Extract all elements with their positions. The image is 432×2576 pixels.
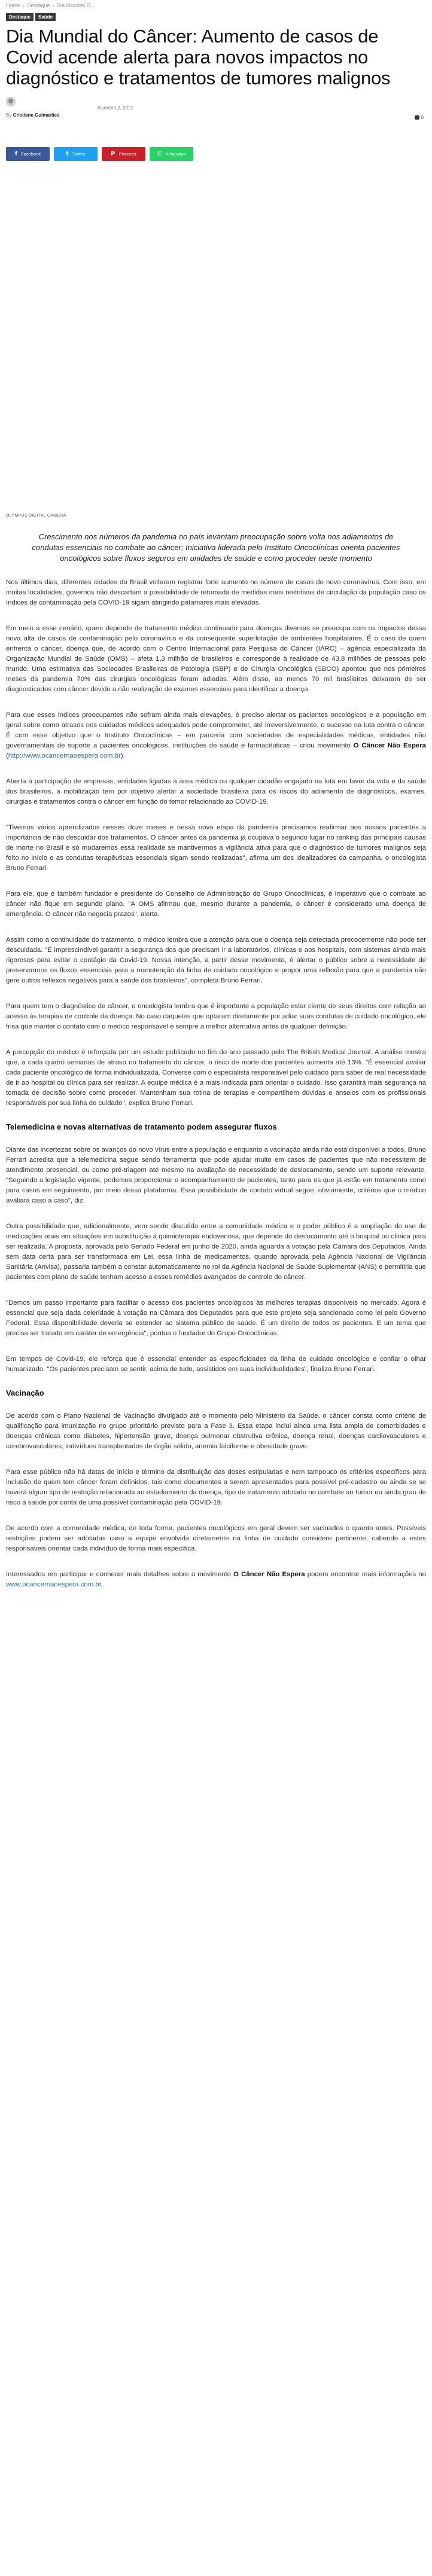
campaign-name: O Câncer Não Espera xyxy=(233,1571,305,1578)
pinterest-icon: P xyxy=(111,151,115,157)
twitter-icon: t xyxy=(66,151,69,157)
tag-saude[interactable]: Saúde xyxy=(35,13,56,21)
paragraph-text: Para que esses índices preocupantes não sofram ainda mais elevações, é preciso alertar os pacientes oncológicos e a população em geral sobre como atrasos nos cuidados médicos adequados pode comprometer, até irreversivelmente, o sucesso na luta contra o câncer. É com esse objetivo que o Instituto Oncoclínicas – em parceria com sociedades de especialidades médicas, entidades não governamentais de suporte a pacientes oncológicos, instituições de saúde e farmacêuticas – xyxy=(6,712,426,749)
whatsapp-icon: ✆ xyxy=(157,151,162,157)
closing-text: Interessados em participar e conhecer mais detalhes sobre o movimento xyxy=(6,1571,231,1578)
author-avatar[interactable] xyxy=(6,97,16,106)
paragraph: Nos últimos dias, diferentes cidades do Brasil voltaram registrar forte aumento no número de casos do novo coronavírus. Com isso, em muitas localidades, governos não descartam a possibilidade de retomada de medidas mais restritivas de circulação da população caso os índices de contaminação pela COVID-19 sigam atingindo patamares mais elevados. xyxy=(6,579,426,606)
facebook-icon: f xyxy=(14,151,18,157)
paragraph: Aberta à participação de empresas, entidades ligadas à área médica ou qualquer cidadão engajado na luta em favor da vida e da saúde dos brasileiros, a mobilização tem por objetivo alertar a sociedade brasileira para os riscos do adiamento de diagnósticos, exames, cirurgias e tratamentos contra o câncer em função do temor relacionado ao COVID-19. xyxy=(6,778,426,805)
section-heading-telemedicina: Telemedicina e novas alternativas de tratamento podem assegurar fluxos xyxy=(6,1122,277,1131)
share-bar xyxy=(6,147,426,161)
share-label: WhatsApp xyxy=(165,151,186,157)
featured-image xyxy=(6,204,426,509)
campaign-name: O Câncer Não Espera xyxy=(353,742,427,749)
breadcrumb-home[interactable]: Home xyxy=(6,2,21,8)
share-label: Pinterest xyxy=(118,151,136,157)
breadcrumb xyxy=(6,0,426,12)
comment-icon xyxy=(415,115,419,120)
paragraph: Para esse público não há datas de início e término da distribuição das doses estipuladas e nem tampouco os critérios específicos para inclusão de quem tem câncer foram definidos, tais como documentos a serem apresentados para possível pré-cadastro ou ainda se se haverá algum tipo de restrição relacionada ao estadiamento da doença, tipo de tratamento adotado no combate ao tumor ou ainda grau de risco à saúde por conta de uma possível contaminação pela COVID-19. xyxy=(6,1469,426,1506)
author-name[interactable]: Cristiane Guimarães xyxy=(13,112,60,118)
byline-prefix: By xyxy=(6,112,12,118)
share-label: Facebook xyxy=(21,151,41,157)
paragraph: Assim como a continuidade do tratamento, o médico lembra que a atenção para que a doença seja detectada precocemente não pode ser descuidada. "É imprescindível garantir a segurança dos que precisam ir a laboratórios, clínicas e aos hospitais, com sistemas ainda mais rigorosos para evitar o contágio da Covid-19. Nossa intenção, a partir desse movimento, é alertar o público sobre a necessidade de preservarmos os fluxos essenciais para a manutenção da linha de cuidado oncológico e propor uma reflexão para que a pandemia não gere outros reflexos negativos para a saúde dos brasileiros", completa Bruno Ferrari. xyxy=(6,936,426,984)
paragraph: Em tempos de Covid-19, ele reforça que é essencial entender as especificidades da linha de cuidado oncológico e confiar o olhar humanizado. "Os pacientes precisam se sentir, acima de tudo, assistidos em suas individualidades", finaliza Bruno Ferrari. xyxy=(6,1356,426,1373)
article-lead: Crescimento nos números da pandemia no país levantam preocupação sobre volta nos adiamentos de condutas essenciais no combate ao câncer; Iniciativa liderada pelo Instituto Oncoclínicas orienta pacientes oncológicos sobre fluxos seguros em unidades de saúde e como proceder neste momento xyxy=(32,532,400,563)
paragraph: Outra possibilidade que, adicionalmente, vem sendo discutida entre a comunidade médica e o poder público é a ampliação do uso de medicações orais em situações em substituição à quimioterapia endovenosa, que depende do deslocamento até o hospital ou clínica para ser realizada. A proposta, aprovada pelo Senado Federal em junho de 2020, ainda aguarda a votação pela Câmara dos Deputados. Ainda sem data certa para ser transformada em Lei, essa linha de medicamentos, quando aprovada pela Agência Nacional de Vigilância Sanitária (Anvisa), passaria também a constar automaticamente no rol da Agência Nacional de Saúde Suplementar (ANS) e permitiria que pacientes com plano de saúde tenham acesso a esses remédios avançados de controle do câncer. xyxy=(6,1223,426,1281)
paragraph: "Demos um passo importante para facilitar o acesso dos pacientes oncológicos às melhores terapias disponíveis no mercado. Agora é essencial que seja dada celeridade à votação na Câmara dos Deputados para que este projeto seja sancionado como lei pelo Governo Federal. Essa disponibilidade deveria se estender ao sistema público de saúde. É um direito de todos os pacientes. E um tema que precisa ser tratado em caráter de emergência", pontua o fundador do Grupo Oncoclínicas. xyxy=(6,1299,426,1337)
paragraph: Em meio a esse cenário, quem depende de tratamento médico continuado para doenças diversas se preocupa com os impactos dessa nova alta de casos de contaminação pelo coronavírus e da consequente superlotação de ambientes hospitalares. É o caso de quem enfrenta o câncer, doença que, de acordo com o Centro Internacional para Pesquisa do Câncer (IARC) – agência especializada da Organização Mundial de Saúde (OMS) – afeta 1,3 milhão de brasileiros e corresponde à realidade de 43,8 milhões de pessoas pelo mundo. Uma estimativa das Sociedades Brasileiras de Patologia (SBP) e de Cirurgia Oncológica (SBCO) apontou que nos primeiros meses da pandemia 70% das cirurgias oncológicas foram adiadas. Além disso, ao menos 70 mil brasileiros deixaram de ser diagnosticados com câncer devido a não realização de exames essenciais para identificar a doença. xyxy=(6,625,426,693)
category-tags xyxy=(6,13,426,21)
comments-link[interactable] xyxy=(415,115,424,120)
paragraph: Para quem tem o diagnóstico de câncer, o oncologista lembra que é importante a população estar ciente de seus direitos com relação ao acesso às terapias de controle da doença. No caso daqueles que optaram diretamente por adiar suas condutas de cuidado oncológico, ele frisa que manter o contato com o médico responsável é sempre a melhor alternativa antes de qualquer definição. xyxy=(6,1003,426,1030)
paragraph: "Tivemos vários aprendizados nesses doze meses e nessa nova etapa da pandemia precisamos reafirmar aos nossos pacientes a importância de não descuidar dos tratamentos. O câncer antes da pandemia já ocupava o segundo lugar no ranking das principais causas de morte no Brasil e só mudaremos essa realidade se mantivermos a vigilância ativa para que o diagnóstico de tumores malignos seja feito no início e as condutas terapêuticas essenciais sigam sendo realizadas", afirma um dos idealizadores da campanha, o oncologista Bruno Ferrari. xyxy=(6,824,426,872)
publish-date: fevereiro 2, 2021 xyxy=(98,105,134,111)
paragraph-text: criou movimento xyxy=(299,742,351,749)
byline xyxy=(6,112,59,118)
tag-destaque[interactable]: Destaque xyxy=(6,13,34,21)
paragraph: De acordo com a comunidade médica, de toda forma, pacientes oncológicos em geral devem ser vacinados o quanto antes. Possíveis restrições podem ser adotadas caso a equipe envolvida diretamente na linha de cuidado considere pertinente, cabendo a estes responsáveis orientar cada indivíduo de forma mais específica. xyxy=(6,1525,426,1552)
breadcrumb-separator-icon: › xyxy=(23,2,25,8)
paragraph: Para ele, que é também fundador e presidente do Conselho de Administração do Grupo Oncoclínicas, é imperativo que o combate ao câncer não fique em segundo plano. "A OMS afirmou que, mesmo durante a pandemia, o câncer é considerado uma doença de emergência. O câncer não negocia prazos", alerta. xyxy=(6,890,426,918)
campaign-site-link[interactable]: www.ocancernaoespera.com.br xyxy=(6,1581,101,1588)
paragraph: De acordo com o Plano Nacional de Vacinação divulgado até o momento pelo Ministério da Saúde, o câncer consta como critério de qualificação para imunização no grupo prioritário previsto para a Fase 3. Essa etapa inclui ainda uma lista ampla de comorbidades e doenças crônicas como diabetes, hipertensão grave, doença pulmonar obstrutiva crônica, doença renal, doenças cardiovasculares e cerebrovasculares, indivíduos transplantados de órgão sólido, anemia falciforme e obesidade grave. xyxy=(6,1412,426,1450)
paragraph: Diante das incertezas sobre os avanços do novo vírus entre a população e enquanto a vacinação ainda não está disponível a todos, Bruno Ferrari acredita que a telemedicina segue sendo ferramenta que pode ajudar muito em casos de pacientes que não necessitem de atendimento presencial, ou como pré-triagem até mesmo na avaliação de necessidade de deslocamento, sendo um suporte relevante. "Seguindo a legislação vigente, podemos proporcionar o acompanhamento de pacientes, tanto para os que já estão em tratamento como para casos em seguimento, por meio dessa plataforma. Essa possibilidade de contato virtual segue, obviamente, critérios que o médico avaliará caso a caso", diz. xyxy=(6,1146,426,1204)
breadcrumb-current: Dia Mundial D... xyxy=(56,2,95,8)
section-heading-vacinacao: Vacinação xyxy=(6,1388,44,1397)
share-pinterest-button[interactable] xyxy=(102,147,145,161)
article-title: Dia Mundial do Câncer: Aumento de casos de Covid acende alerta para novos impactos no diagnóstico e tratamentos de tumores malignos xyxy=(6,26,391,88)
breadcrumb-separator-icon: › xyxy=(52,2,54,8)
share-label: Twitter xyxy=(72,151,86,157)
closing-paragraph: Interessados em participar e conhecer mais detalhes sobre o movimento O Câncer Não Espera podem encontrar mais informações no www.ocancernaoespera.com.br. xyxy=(6,1571,426,1588)
share-facebook-button[interactable] xyxy=(6,147,50,161)
share-twitter-button[interactable] xyxy=(54,147,98,161)
campaign-link[interactable]: http://www.ocancernaoespera.com.br xyxy=(8,752,121,759)
comments-count: 0 xyxy=(421,115,424,120)
article-meta xyxy=(6,97,426,132)
share-whatsapp-button[interactable] xyxy=(150,147,193,161)
paragraph: A percepção do médico é reforçada por um estudo publicado no fim do ano passado pelo The British Medical Journal. A análise mostra que, a cada quatro semanas de atraso no tratamento do câncer, o risco de morte dos pacientes aumenta até 13%. "É essencial avaliar cada paciente oncológico de forma individualizada. Converse com o especialista responsável pelo cuidado para saber de real necessidade de ir ao hospital ou clínica para ser realizar. A equipe médica é a mais indicada para orientar o cuidado. Isso garantirá mais segurança na tomada de decisão sobre como proceder. Mantenham sua rotina de terapias e compartilhem dúvidas e anseios com os profissionais responsáveis por sua linha de cuidado", explica Bruno Ferrari. xyxy=(6,1049,426,1107)
article-page xyxy=(6,0,426,1590)
paragraph: Para que esses índices preocupantes não sofram ainda mais elevações, é preciso alertar os pacientes oncológicos e a população em geral sobre como atrasos nos cuidados médicos adequados pode comprometer, até irreversivelmente, o sucesso na luta contra o câncer. É com esse objetivo que o Instituto Oncoclínicas – em parceria com sociedades de especialidades médicas, entidades não governamentais de suporte a pacientes oncológicos, instituições de saúde e farmacêuticas – criou movimento O Câncer Não Espera (http://www.ocancernaoespera.com.br). xyxy=(6,712,427,759)
closing-text: podem encontrar mais informações no xyxy=(307,1571,426,1578)
article-body xyxy=(6,578,426,1590)
photo-credit: OLYMPUS DIGITAL CAMERA xyxy=(6,514,66,518)
breadcrumb-destaque[interactable]: Destaque xyxy=(27,2,50,8)
